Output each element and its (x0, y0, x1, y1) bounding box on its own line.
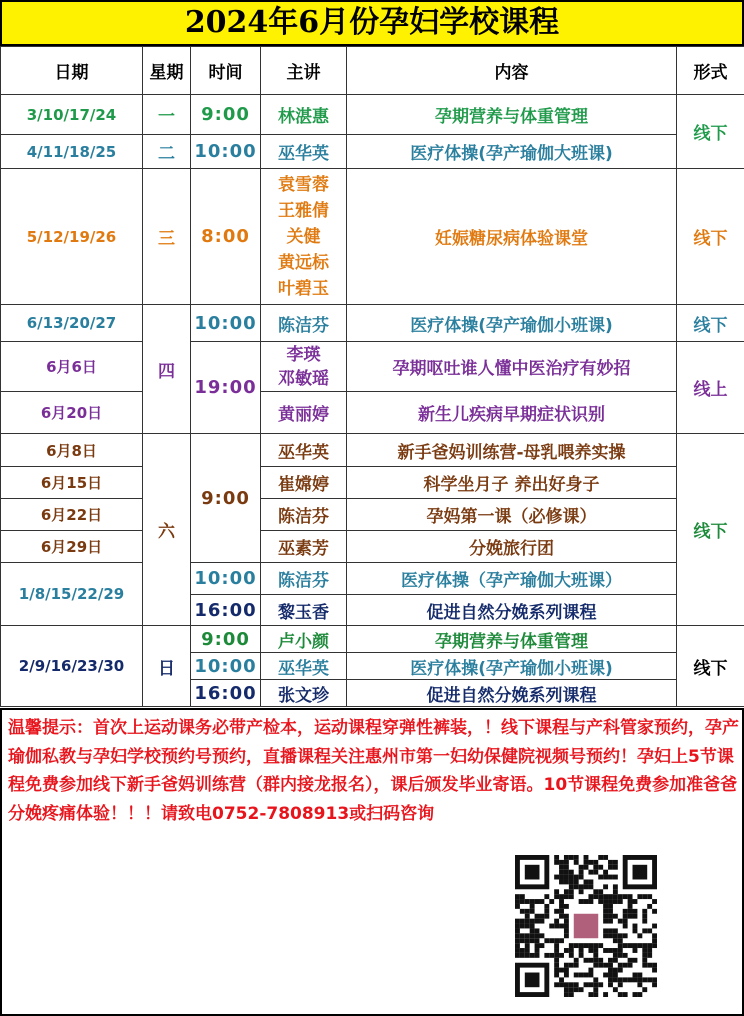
cell-date: 6月29日 (1, 531, 143, 563)
cell-form: 线下 (677, 434, 744, 626)
cell-content: 医疗体操(孕产瑜伽小班课) (347, 305, 677, 342)
table-row (1, 531, 744, 563)
cell-content: 孕妈第一课（必修课） (347, 499, 677, 531)
table-row (1, 626, 744, 653)
cell-content: 孕期营养与体重管理 (347, 95, 677, 135)
header-time: 时间 (191, 47, 261, 95)
cell-content: 医疗体操(孕产瑜伽大班课) (347, 135, 677, 169)
cell-date: 3/10/17/24 (1, 95, 143, 135)
cell-week: 一 (143, 95, 191, 135)
cell-date: 4/11/18/25 (1, 135, 143, 169)
cell-form: 线下 (677, 626, 744, 707)
cell-speaker: 林湛惠 (261, 95, 347, 135)
cell-content: 妊娠糖尿病体验课堂 (347, 169, 677, 305)
cell-time: 10:00 (191, 135, 261, 169)
cell-content: 促进自然分娩系列课程 (347, 595, 677, 626)
cell-speaker: 袁雪蓉 王雅倩 关健 黄远标 叶碧玉 (261, 169, 347, 305)
cell-speaker: 黎玉香 (261, 595, 347, 626)
cell-date: 6/13/20/27 (1, 305, 143, 342)
cell-time: 9:00 (191, 626, 261, 653)
cell-content: 促进自然分娩系列课程 (347, 680, 677, 707)
cell-time: 10:00 (191, 563, 261, 595)
cell-time: 16:00 (191, 680, 261, 707)
cell-speaker: 陈洁芬 (261, 499, 347, 531)
cell-date: 2/9/16/23/30 (1, 626, 143, 707)
cell-content: 科学坐月子 养出好身子 (347, 467, 677, 499)
table-row (1, 342, 744, 392)
cell-time: 10:00 (191, 305, 261, 342)
header-speaker: 主讲 (261, 47, 347, 95)
notice-text: 温馨提示：首次上运动课务必带产检本，运动课程穿弹性裤装，！线下课程与产科管家预约，孕产瑜伽私教与孕妇学校预约号预约，直播课程关注惠州市第一妇幼保健院视频号预约！孕妇上5节课程免费参加线下新手爸妈训练营（群内接龙报名），课后颁发毕业寄语。10节课程免费参加准爸爸分娩疼痛体验！！！请致电0752-7808913或扫码咨询 (8, 718, 739, 824)
qr-code-icon[interactable] (515, 855, 657, 997)
cell-time: 9:00 (191, 434, 261, 563)
table-row (1, 467, 744, 499)
table-row (1, 563, 744, 595)
header-week: 星期 (143, 47, 191, 95)
cell-speaker: 巫华英 (261, 653, 347, 680)
table-header-row (1, 47, 744, 95)
cell-time: 8:00 (191, 169, 261, 305)
cell-content: 分娩旅行团 (347, 531, 677, 563)
cell-content: 孕期营养与体重管理 (347, 626, 677, 653)
cell-date: 6月22日 (1, 499, 143, 531)
cell-speaker: 陈洁芬 (261, 563, 347, 595)
table-row (1, 135, 744, 169)
cell-date: 6月20日 (1, 392, 143, 434)
cell-time: 19:00 (191, 342, 261, 434)
cell-speaker: 张文珍 (261, 680, 347, 707)
cell-speaker: 崔嫦婷 (261, 467, 347, 499)
cell-content: 医疗体操（孕产瑜伽大班课） (347, 563, 677, 595)
header-form: 形式 (677, 47, 744, 95)
table-row (1, 305, 744, 342)
cell-speaker: 巫华英 (261, 135, 347, 169)
page-title: 2024年6月份孕妇学校课程 (0, 0, 744, 46)
cell-date: 6月15日 (1, 467, 143, 499)
cell-speaker: 李瑛 邓敏瑶 (261, 342, 347, 392)
cell-content: 医疗体操(孕产瑜伽小班课) (347, 653, 677, 680)
cell-form: 线下 (677, 169, 744, 305)
cell-form: 线上 (677, 342, 744, 434)
cell-week: 四 (143, 305, 191, 434)
table-row (1, 392, 744, 434)
table-row (1, 169, 744, 305)
cell-speaker: 卢小颜 (261, 626, 347, 653)
cell-date: 5/12/19/26 (1, 169, 143, 305)
cell-form: 线下 (677, 305, 744, 342)
cell-date: 6月6日 (1, 342, 143, 392)
cell-week: 六 (143, 434, 191, 626)
cell-week: 日 (143, 626, 191, 707)
table-row (1, 434, 744, 467)
cell-form: 线下 (677, 95, 744, 169)
header-content: 内容 (347, 47, 677, 95)
cell-content: 孕期呕吐谁人懂中医治疗有妙招 (347, 342, 677, 392)
schedule-table (0, 46, 744, 707)
cell-speaker: 巫素芳 (261, 531, 347, 563)
table-row (1, 499, 744, 531)
header-date: 日期 (1, 47, 143, 95)
cell-speaker: 黄丽婷 (261, 392, 347, 434)
cell-time: 9:00 (191, 95, 261, 135)
cell-date: 1/8/15/22/29 (1, 563, 143, 626)
cell-time: 16:00 (191, 595, 261, 626)
cell-content: 新生儿疾病早期症状识别 (347, 392, 677, 434)
cell-speaker: 巫华英 (261, 434, 347, 467)
cell-week: 二 (143, 135, 191, 169)
table-row (1, 95, 744, 135)
cell-time: 10:00 (191, 653, 261, 680)
cell-week: 三 (143, 169, 191, 305)
cell-content: 新手爸妈训练营-母乳喂养实操 (347, 434, 677, 467)
cell-date: 6月8日 (1, 434, 143, 467)
cell-speaker: 陈洁芬 (261, 305, 347, 342)
